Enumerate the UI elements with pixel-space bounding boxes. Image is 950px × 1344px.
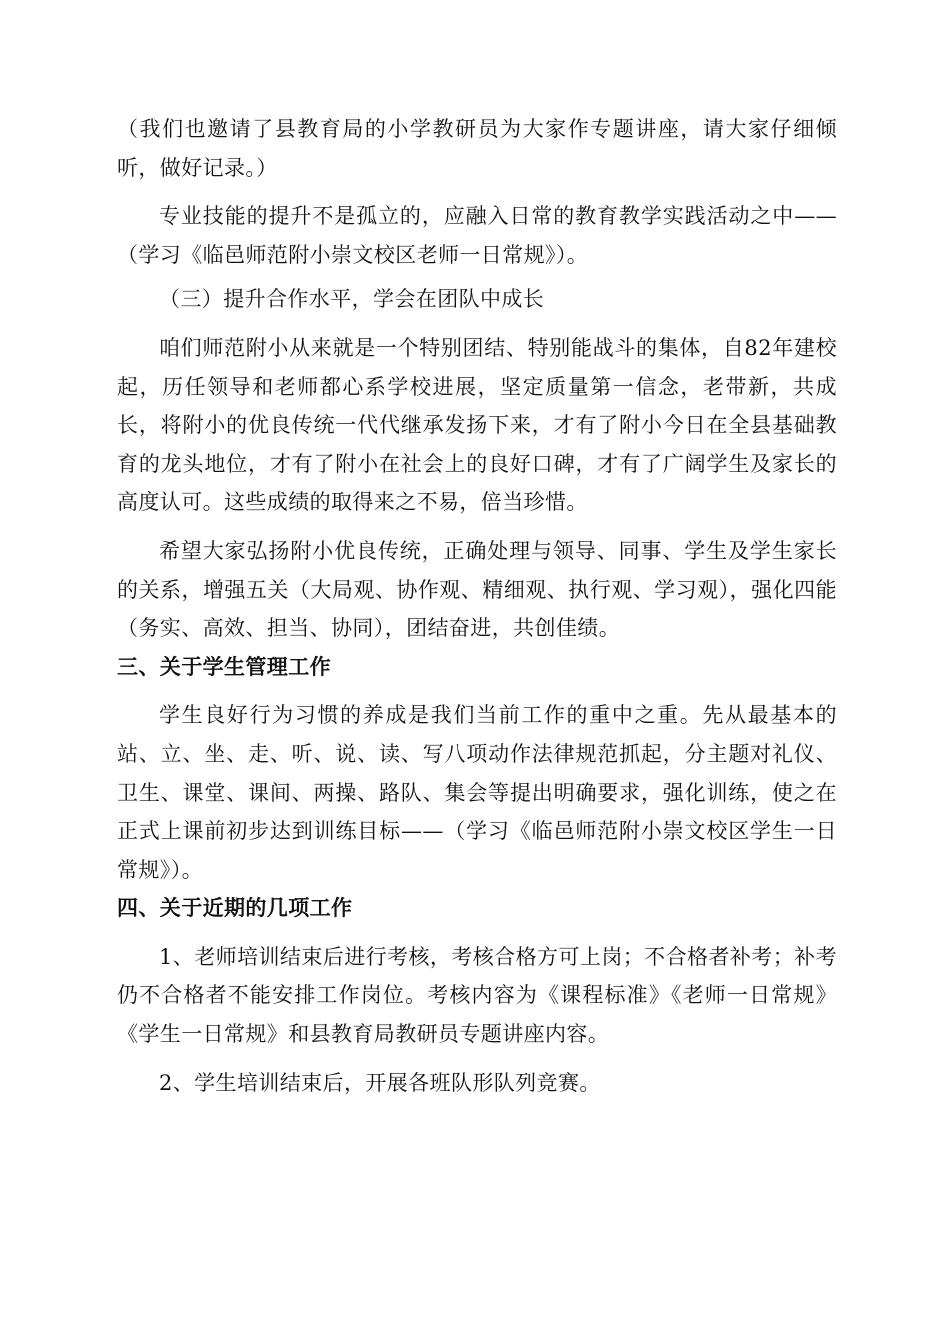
- heading-recent-work: 四、关于近期的几项工作: [117, 896, 353, 921]
- document-page: [117, 110, 837, 1102]
- subheading-teamwork: （三）提升合作水平，学会在团队中成长: [159, 287, 545, 312]
- paragraph-student-habits: 学生良好行为习惯的养成是我们当前工作的重中之重。先从最基本的站、立、坐、走、听、说、读、写八项动作法律规范抓起，分主题对礼仪、卫生、课堂、课间、两操、路队、集会等提出明确要求，强化训练，使之在正式上课前初步达到训练目标——（学习《临邑师范附小崇文校区学生一日常规》）。: [117, 703, 837, 882]
- paragraph-school-tradition: 咱们师范附小从来就是一个特别团结、特别能战斗的集体，自82年建校起，历任领导和老师都心系学校进展，坚定质量第一信念，老带新，共成长，将附小的优良传统一代代继承发扬下来，才有了附小今日在全县基础教育的龙头地位，才有了附小在社会上的良好口碑，才有了广阔学生及家长的高度认可。这些成绩的取得来之不易，倍当珍惜。: [117, 335, 837, 515]
- paragraph-teacher-assessment: 1、老师培训结束后进行考核，考核合格方可上岗；不合格者补考；补考仍不合格者不能安排工作岗位。考核内容为《课程标准》《老师一日常规》《学生一日常规》和县教育局教研员专题讲座内容。: [117, 944, 837, 1047]
- paragraph-student-competition: 2、学生培训结束后，开展各班队形队列竞赛。: [159, 1070, 601, 1095]
- paragraph-hope: 希望大家弘扬附小优良传统，正确处理与领导、同事、学生及学生家长的关系，增强五关（大局观、协作观、精细观、执行观、学习观），强化四能（务实、高效、担当、协同），团结奋进，共创佳绩。: [117, 538, 837, 641]
- paragraph-invitation: （我们也邀请了县教育局的小学教研员为大家作专题讲座，请大家仔细倾听，做好记录。）: [117, 117, 837, 180]
- heading-student-management: 三、关于学生管理工作: [117, 654, 331, 679]
- paragraph-professional-skills: 专业技能的提升不是孤立的，应融入日常的教育教学实践活动之中——（学习《临邑师范附小崇文校区老师一日常规》）。: [117, 204, 837, 267]
